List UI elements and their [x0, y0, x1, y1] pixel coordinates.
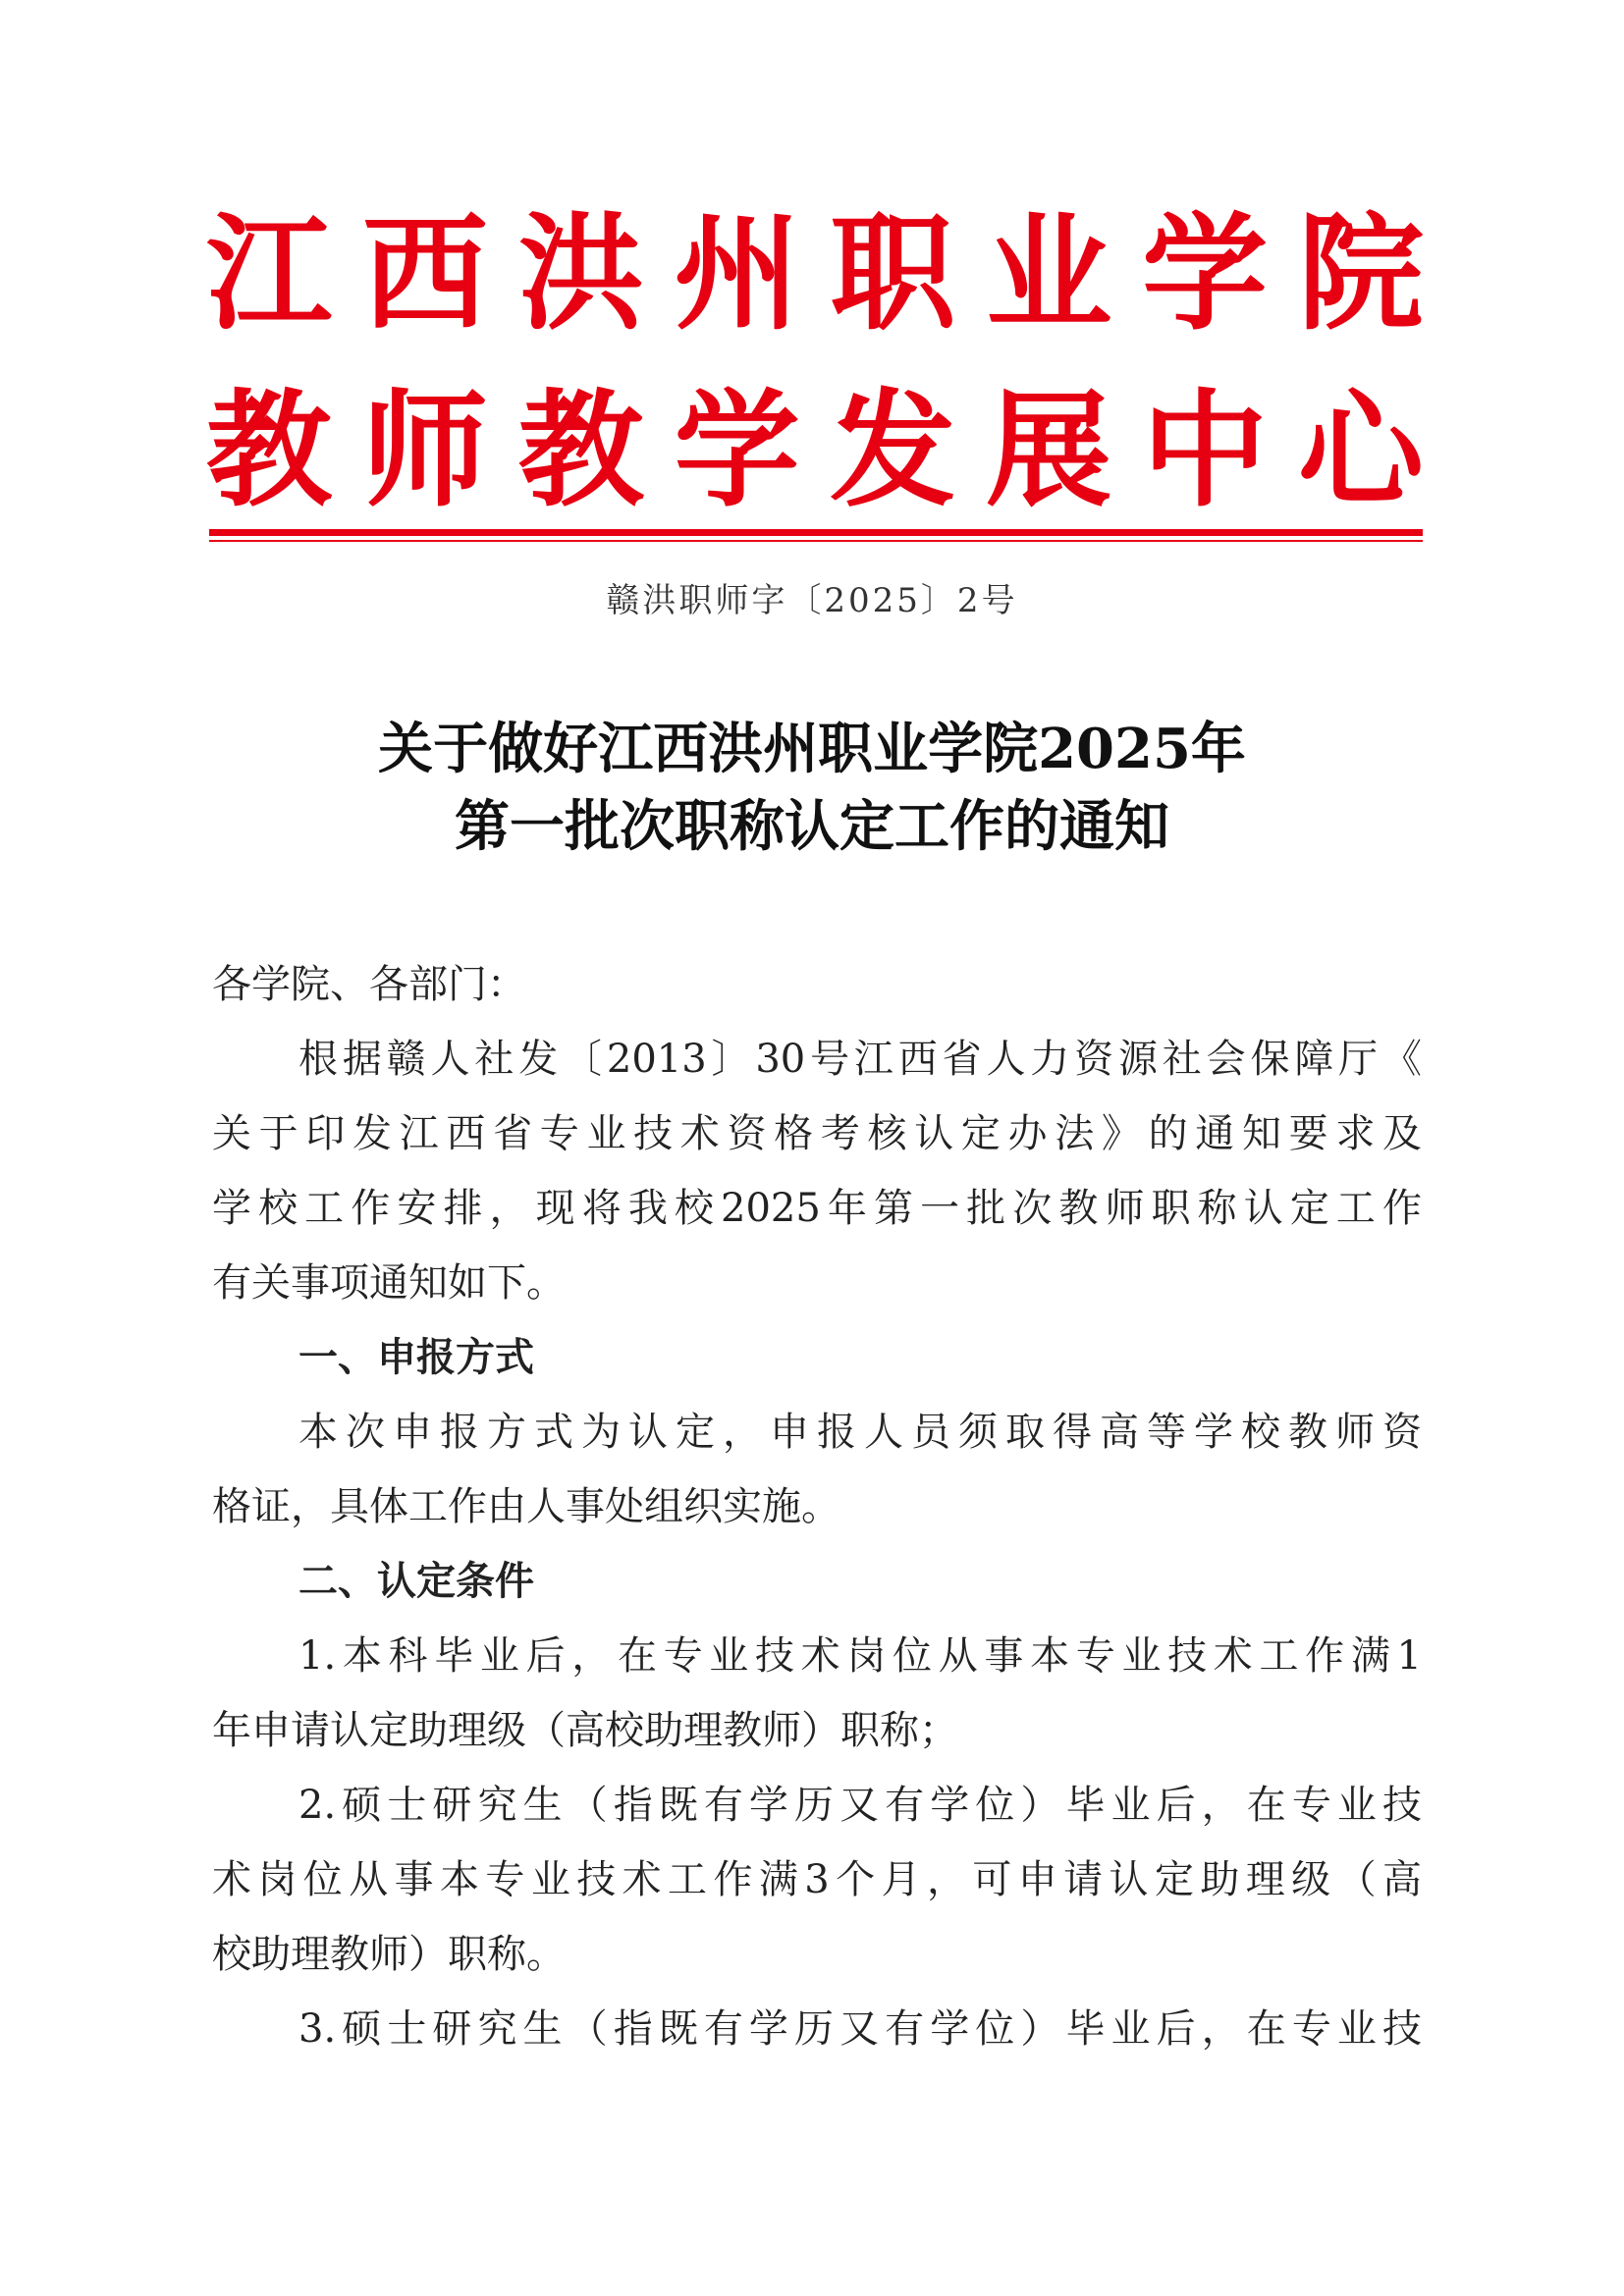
section1-line: 本次申报方式为认定，申报人员须取得高等学校教师资: [298, 1410, 1422, 1455]
intro-line: 有关事项通知如下。: [212, 1260, 566, 1306]
item2-line: 校助理教师）职称。: [212, 1932, 566, 1977]
document-number: 赣洪职师字〔2025〕2号: [606, 581, 1018, 620]
notice-body: [212, 947, 1422, 2066]
org-name-line2: 教师教学发展中心: [206, 378, 1424, 524]
intro-line: 学校工作安排，现将我校2025年第一批次教师职称认定工作: [212, 1186, 1422, 1231]
section-heading: 一、申报方式: [298, 1335, 534, 1380]
item1-line: 年申请认定助理级（高校助理教师）职称；: [212, 1708, 958, 1753]
notice-title-line1: 关于做好江西洪州职业学院2025年: [378, 717, 1246, 781]
section-heading: 二、认定条件: [298, 1559, 534, 1604]
intro-line: 根据赣人社发〔2013〕30号江西省人力资源社会保障厅《: [298, 1037, 1422, 1082]
red-header-rule-thick: [209, 529, 1423, 536]
intro-line: 关于印发江西省专业技术资格考核认定办法》的通知要求及: [212, 1111, 1422, 1156]
item3-line: 3.硕士研究生（指既有学历又有学位）毕业后，在专业技: [298, 2006, 1422, 2052]
salutation: 各学院、各部门：: [212, 962, 526, 1007]
red-header-rule-thin: [209, 540, 1423, 542]
notice-title-line2: 第一批次职称认定工作的通知: [455, 794, 1169, 859]
item1-line: 1.本科毕业后，在专业技术岗位从事本专业技术工作满1: [298, 1633, 1422, 1679]
section1-line: 格证，具体工作由人事处组织实施。: [212, 1484, 840, 1529]
item2-line: 术岗位从事本专业技术工作满3个月，可申请认定助理级（高: [212, 1857, 1422, 1902]
org-name-line1: 江西洪州职业学院: [206, 201, 1424, 347]
item2-line: 2.硕士研究生（指既有学历又有学位）毕业后，在专业技: [298, 1783, 1422, 1828]
